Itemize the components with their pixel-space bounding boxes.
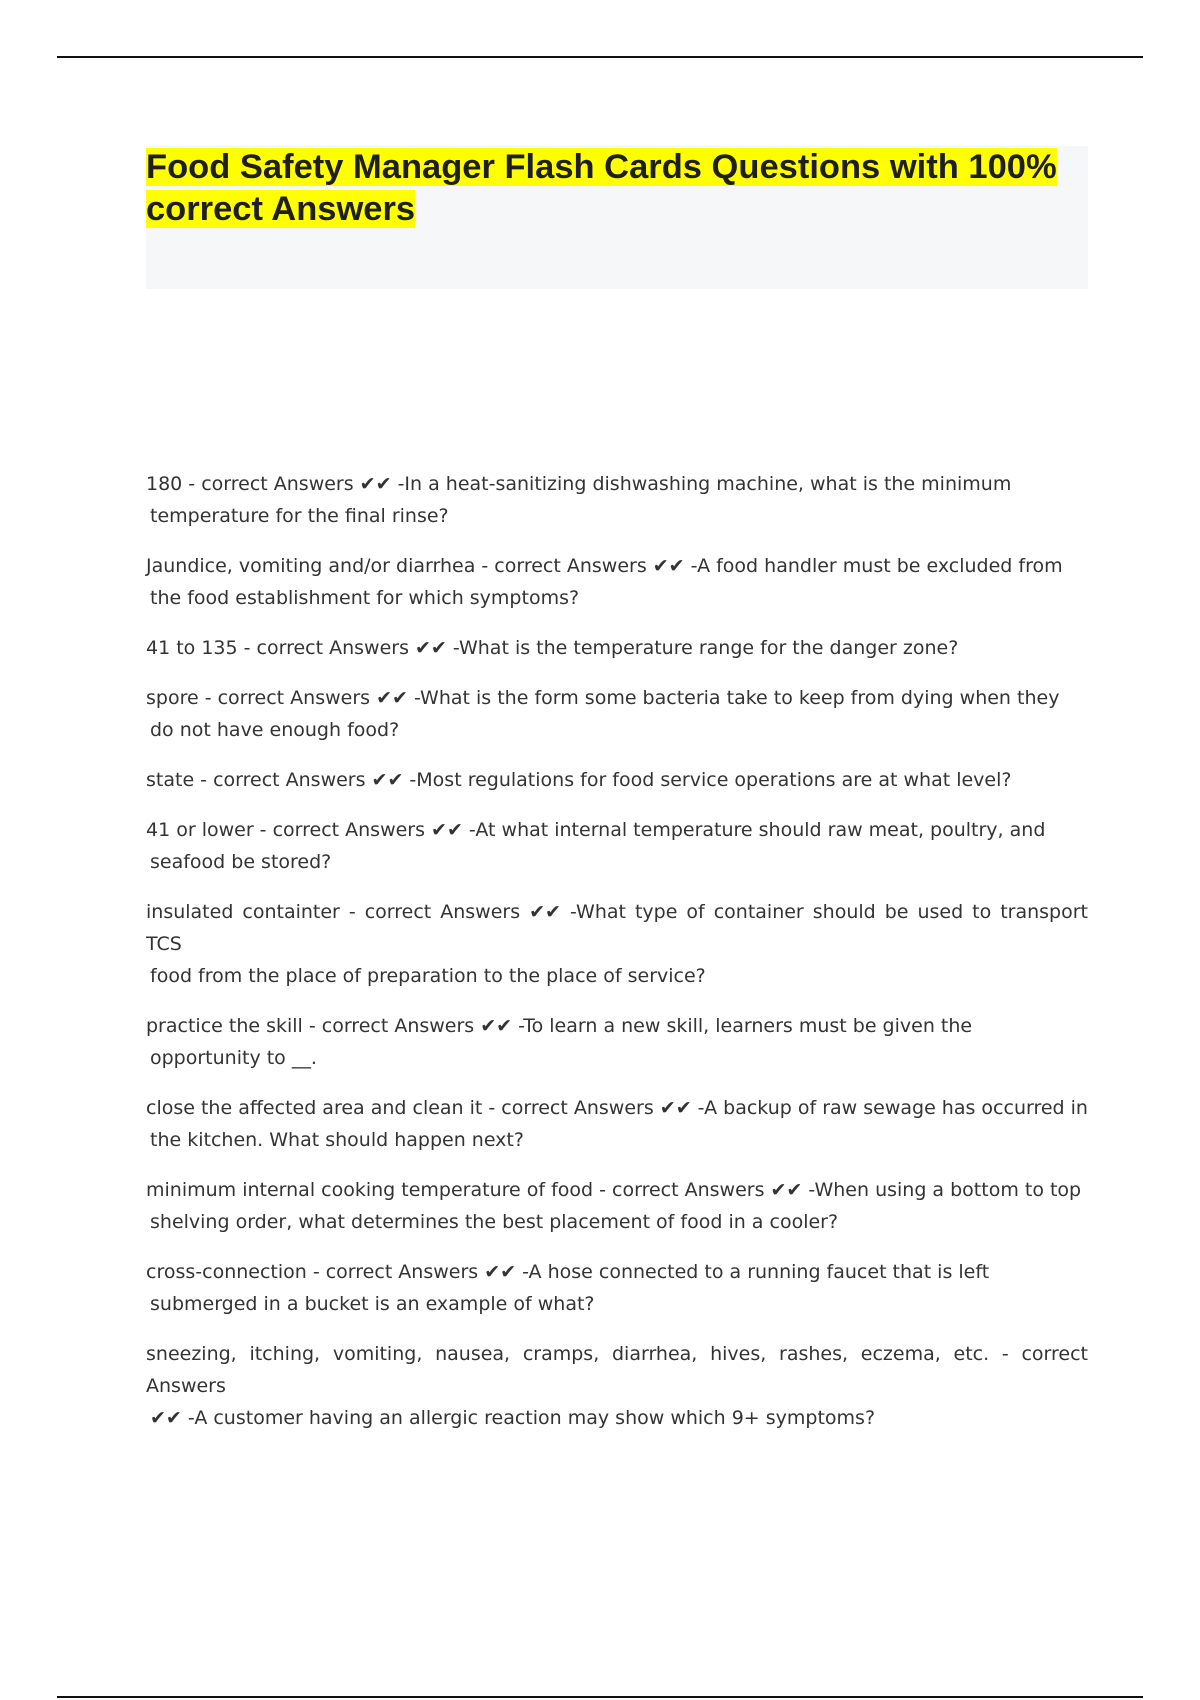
flashcard-item	[146, 1256, 1088, 1320]
flashcard-line-cont: do not have enough food?	[150, 719, 400, 741]
flashcard-item	[146, 682, 1088, 746]
flashcard-line: insulated containter - correct Answers ✔✔ -What type of container should be used to transport TCS	[146, 901, 1088, 955]
flashcard-line-cont: the kitchen. What should happen next?	[150, 1129, 524, 1151]
flashcard-item	[146, 896, 1088, 992]
flashcard-line-cont: temperature for the final rinse?	[150, 505, 449, 527]
bottom-rule	[57, 1696, 1143, 1698]
flashcard-item	[146, 468, 1088, 532]
flashcard-item	[146, 1174, 1088, 1238]
flashcard-line: 41 to 135 - correct Answers ✔✔ -What is the temperature range for the danger zone?	[146, 637, 959, 659]
flashcard-line: state - correct Answers ✔✔ -Most regulations for food service operations are at what level?	[146, 769, 1012, 791]
flashcard-list	[146, 468, 1088, 1452]
flashcard-line: close the affected area and clean it - correct Answers ✔✔ -A backup of raw sewage has occurred in	[146, 1097, 1088, 1119]
flashcard-line: cross-connection - correct Answers ✔✔ -A hose connected to a running faucet that is left	[146, 1261, 990, 1283]
flashcard-line: 41 or lower - correct Answers ✔✔ -At what internal temperature should raw meat, poultry, and	[146, 819, 1046, 841]
flashcard-item	[146, 632, 1088, 664]
flashcard-line-cont: shelving order, what determines the best placement of food in a cooler?	[150, 1211, 839, 1233]
flashcard-line: 180 - correct Answers ✔✔ -In a heat-sanitizing dishwashing machine, what is the minimum	[146, 473, 1012, 495]
flashcard-line-cont: food from the place of preparation to the place of service?	[150, 965, 706, 987]
flashcard-line-cont: ✔✔ -A customer having an allergic reaction may show which 9+ symptoms?	[150, 1407, 876, 1429]
flashcard-line-cont: the food establishment for which symptoms?	[150, 587, 580, 609]
flashcard-line-cont: submerged in a bucket is an example of what?	[150, 1293, 595, 1315]
document-title-text: Food Safety Manager Flash Cards Questions with 100% correct Answers	[146, 148, 1057, 228]
flashcard-line-cont: seafood be stored?	[150, 851, 332, 873]
flashcard-line: sneezing, itching, vomiting, nausea, cramps, diarrhea, hives, rashes, eczema, etc. - correct Answers	[146, 1343, 1088, 1397]
flashcard-item	[146, 1338, 1088, 1434]
flashcard-line-cont: opportunity to __.	[150, 1047, 317, 1069]
flashcard-line: minimum internal cooking temperature of food - correct Answers ✔✔ -When using a bottom to top	[146, 1179, 1082, 1201]
flashcard-item	[146, 764, 1088, 796]
flashcard-line: spore - correct Answers ✔✔ -What is the form some bacteria take to keep from dying when they	[146, 687, 1060, 709]
flashcard-line: Jaundice, vomiting and/or diarrhea - correct Answers ✔✔ -A food handler must be excluded from	[146, 555, 1063, 577]
title-block	[146, 146, 1088, 289]
flashcard-item	[146, 814, 1088, 878]
flashcard-item	[146, 550, 1088, 614]
document-title	[146, 146, 1088, 230]
flashcard-item	[146, 1010, 1088, 1074]
flashcard-item	[146, 1092, 1088, 1156]
flashcard-line: practice the skill - correct Answers ✔✔ -To learn a new skill, learners must be given the	[146, 1015, 973, 1037]
top-rule	[57, 56, 1143, 58]
